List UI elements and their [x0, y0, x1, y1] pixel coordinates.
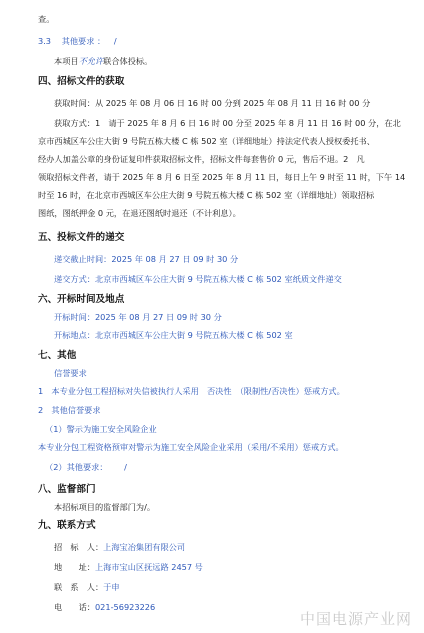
credit-sub-1: （1）警示为施工安全风险企业	[45, 424, 157, 434]
submit-deadline: 递交截止时间：2025 年 08 月 27 日 09 时 30 分	[54, 254, 239, 264]
contact-person-label: 联 系 人：	[54, 582, 104, 592]
contact-address	[54, 562, 203, 573]
contact-tenderer	[54, 542, 185, 553]
supervision-text: 本招标项目的监督部门为/。	[54, 502, 156, 512]
section-3-3	[38, 36, 117, 47]
acquire-method-line-3: 经办人加盖公章的身份证复印件获取招标文件，招标文件每套售价 0 元，售后不退。2 凡	[38, 154, 365, 164]
acquire-method-line-6: 图纸，图纸押金 0 元，在退还图纸时退还（不计利息）。	[38, 208, 241, 218]
consortium-line	[54, 56, 152, 67]
section-3-3-value: /	[113, 36, 117, 46]
section-3-3-number: 3.3	[38, 36, 52, 46]
contact-address-value: 上海市宝山区抚远路 2457 号	[94, 562, 203, 572]
credit-requirement-label: 信誉要求	[54, 368, 87, 378]
credit-item-2: 2 其他信誉要求	[38, 405, 101, 415]
contact-phone-value: 021-56923226	[94, 602, 156, 612]
credit-sub-2	[45, 462, 127, 473]
acquire-method-line-4: 领取招标文件者，请于 2025 年 8 月 6 日至 2025 年 8 月 11 日，每日上午 9 时至 11 时，下午 14	[38, 172, 406, 182]
contact-tenderer-label: 招 标 人：	[54, 542, 104, 552]
contact-address-label: 地 址：	[54, 562, 95, 572]
section-9-title: 九、联系方式	[38, 520, 96, 531]
section-3-3-sep: ：	[97, 36, 106, 46]
contact-phone	[54, 602, 155, 613]
acquire-time: 获取时间：从 2025 年 08 月 06 日 16 时 00 分到 2025 年 08 月 11 日 16 时 00 分	[54, 98, 371, 108]
section-8-title: 八、监督部门	[38, 484, 96, 495]
opening-time: 开标时间：2025 年 08 月 27 日 09 时 30 分	[54, 312, 222, 322]
credit-sub-2-label: （2）其他要求：	[45, 462, 108, 472]
section-5-title: 五、投标文件的递交	[38, 232, 125, 243]
section-6-title: 六、开标时间及地点	[38, 294, 125, 305]
section-7-title: 七、其他	[38, 350, 77, 361]
credit-sub-2-value: /	[124, 462, 127, 472]
top-fragment: 查。	[38, 14, 55, 24]
section-4-title: 四、招标文件的获取	[38, 76, 125, 87]
acquire-method-line-1: 获取方式：1 请于 2025 年 8 月 6 日 16 时 00 分至 2025 年 8 月 11 日 16 时 00 分，在北	[54, 118, 401, 128]
watermark: 中国电源产业网	[300, 610, 413, 628]
submit-location: 递交方式：北京市西城区车公庄大街 9 号院五栋大楼 C 栋 502 室纸质文件递交	[54, 274, 342, 284]
contact-person-value: 于申	[103, 582, 120, 592]
section-3-3-label: 其他要求	[61, 36, 95, 46]
credit-item-1: 1 本专业分包工程招标对失信被执行人采用 否决性 （限制性/否决性）惩戒方式。	[38, 386, 345, 396]
acquire-method-line-5: 时至 16 时，在北京市西城区车公庄大街 9 号院五栋大楼 C 栋 502 室（详细地址）领取招标	[38, 190, 375, 200]
consortium-suffix: 联合体投标。	[103, 56, 153, 66]
consortium-value: 不允许	[78, 56, 104, 66]
credit-sub-1-desc: 本专业分包工程资格预审对警示为施工安全风险企业采用（采用/不采用）惩戒方式。	[38, 442, 344, 452]
contact-person	[54, 582, 120, 593]
opening-location: 开标地点：北京市西城区车公庄大街 9 号院五栋大楼 C 栋 502 室	[54, 330, 293, 340]
contact-tenderer-value: 上海宝冶集团有限公司	[103, 542, 186, 552]
contact-phone-label: 电 话：	[54, 602, 95, 612]
acquire-method-line-2: 京市西城区车公庄大街 9 号院五栋大楼 C 栋 502 室（详细地址）持法定代表人授权委托书、	[38, 136, 375, 146]
consortium-prefix: 本项目	[54, 56, 79, 66]
